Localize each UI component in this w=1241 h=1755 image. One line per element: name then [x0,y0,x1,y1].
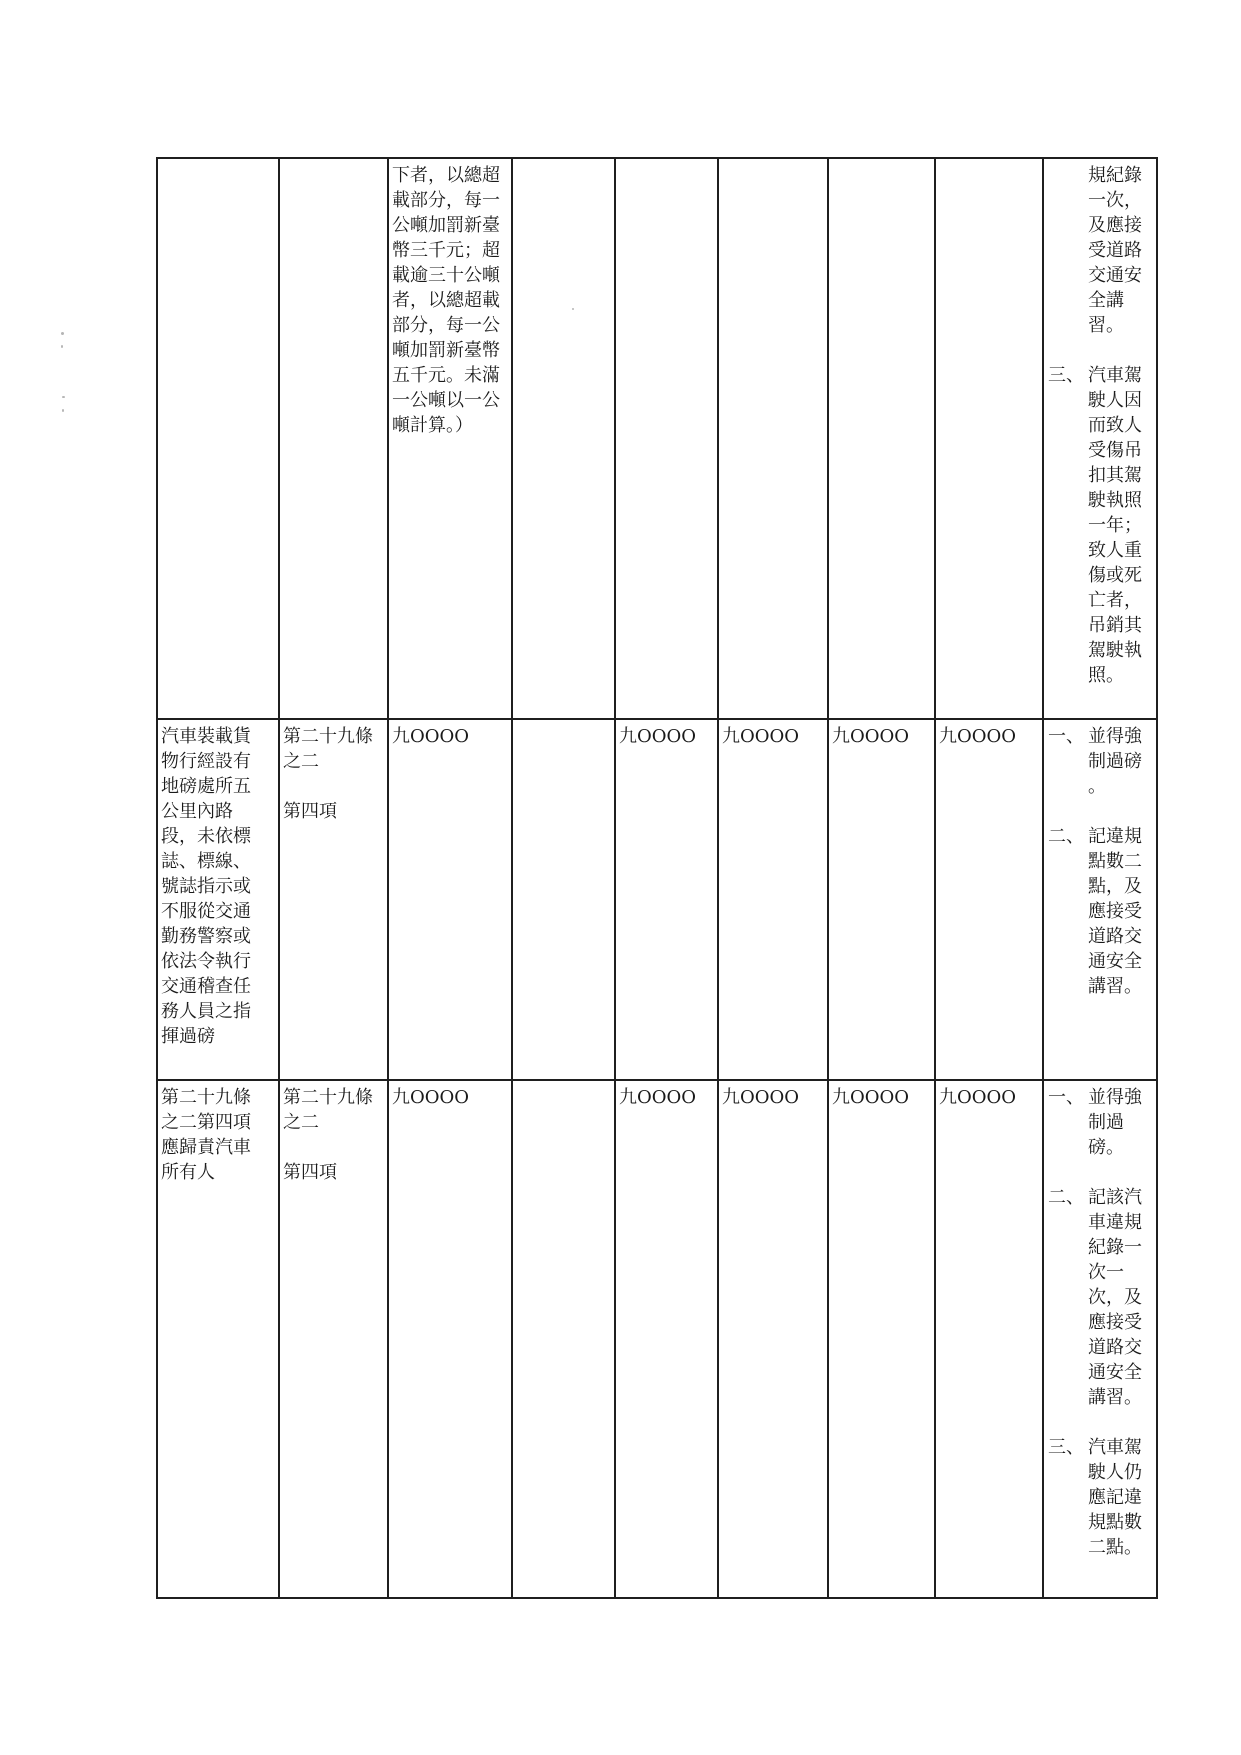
article-text: 第二十九條 之二 [283,1087,373,1133]
fine-amount: 九OOOO [832,1087,910,1108]
amount-cell [828,158,935,719]
note-item [1048,1185,1153,1410]
table-row [157,1080,1157,1598]
amount-cell [718,719,828,1080]
violation-text: 第二十九條 之二第四項 應歸責汽車 所有人 [161,1087,251,1183]
notes-cell [1043,719,1157,1080]
fine-amount: 九OOOO [392,726,470,747]
scan-speck [61,345,63,348]
note-marker [1048,163,1088,338]
penalty-text: 下者，以總超 載部分，每一 公噸加罰新臺 幣三千元；超 載逾三十公噸 者，以總超載 部分，每一公 噸加罰新臺幣 五千元。未滿 一公噸以一公 噸計算。） [392,165,500,436]
notes-list [1048,163,1153,688]
fine-amount: 九OOOO [619,726,697,747]
violation-cell [157,158,279,719]
note-item [1048,163,1153,338]
scan-speck [62,396,65,398]
article-clause: 第四項 [283,801,337,822]
article-cell [279,719,388,1080]
notes-list [1048,724,1153,999]
note-marker: 二、 [1048,1187,1084,1208]
scan-speck [62,409,64,412]
blank-cell [512,158,615,719]
violation-cell [157,1080,279,1598]
note-item [1048,724,1153,799]
note-text: 汽車駕 駛人因 而致人 受傷吊 扣其駕 駛執照 一年； 致人重 傷或死 亡者， 吊銷其 駕駛執 照。 [1088,365,1142,686]
amount-cell [615,1080,718,1598]
article-cell [279,1080,388,1598]
article-cell [279,158,388,719]
table-row [157,158,1157,719]
note-marker: 三、 [1048,365,1084,386]
note-item [1048,1435,1153,1560]
fine-amount: 九OOOO [939,1087,1017,1108]
notes-list [1048,1085,1153,1560]
note-text: 記違規 點數二 點，及 應接受 道路交 通安全 講習。 [1088,826,1142,997]
note-text: 並得強 制過 磅。 [1088,1087,1142,1158]
fine-amount: 九OOOO [722,726,800,747]
penalty-cell [388,158,512,719]
amount-cell [615,158,718,719]
scan-speck [61,332,64,335]
note-item [1048,824,1153,999]
amount-cell [615,719,718,1080]
amount-cell [828,719,935,1080]
note-text: 規紀錄 一次， 及應接 受道路 交通安 全講 習。 [1088,165,1142,336]
fine-amount: 九OOOO [939,726,1017,747]
fine-amount: 九OOOO [619,1087,697,1108]
note-item [1048,1085,1153,1160]
penalty-table [156,157,1158,1599]
fine-cell [388,719,512,1080]
note-item [1048,363,1153,688]
blank-cell [512,1080,615,1598]
amount-cell [935,1080,1043,1598]
note-marker: 二、 [1048,826,1084,847]
violation-text: 汽車裝載貨 物行經設有 地磅處所五 公里內路 段，未依標 誌、標線、 號誌指示或 不服從交通 勤務警察或 依法令執行 交通稽查任 務人員之指 揮過磅 [161,726,251,1047]
fine-amount: 九OOOO [832,726,910,747]
article-text: 第二十九條 之二 [283,726,373,772]
note-marker: 一、 [1048,726,1084,747]
notes-cell [1043,158,1157,719]
amount-cell [828,1080,935,1598]
note-marker: 一、 [1048,1087,1084,1108]
notes-cell [1043,1080,1157,1598]
table-row [157,719,1157,1080]
article-clause: 第四項 [283,1162,337,1183]
note-text: 記該汽 車違規 紀錄一 次一 次，及 應接受 道路交 通安全 講習。 [1088,1187,1142,1408]
blank-cell [512,719,615,1080]
note-text: 汽車駕 駛人仍 應記違 規點數 二點。 [1088,1437,1142,1558]
fine-amount: 九OOOO [722,1087,800,1108]
fine-amount: 九OOOO [392,1087,470,1108]
fine-cell [388,1080,512,1598]
violation-cell [157,719,279,1080]
note-marker: 三、 [1048,1437,1084,1458]
note-text: 並得強 制過磅 。 [1088,726,1142,797]
amount-cell [935,719,1043,1080]
amount-cell [718,158,828,719]
amount-cell [935,158,1043,719]
amount-cell [718,1080,828,1598]
